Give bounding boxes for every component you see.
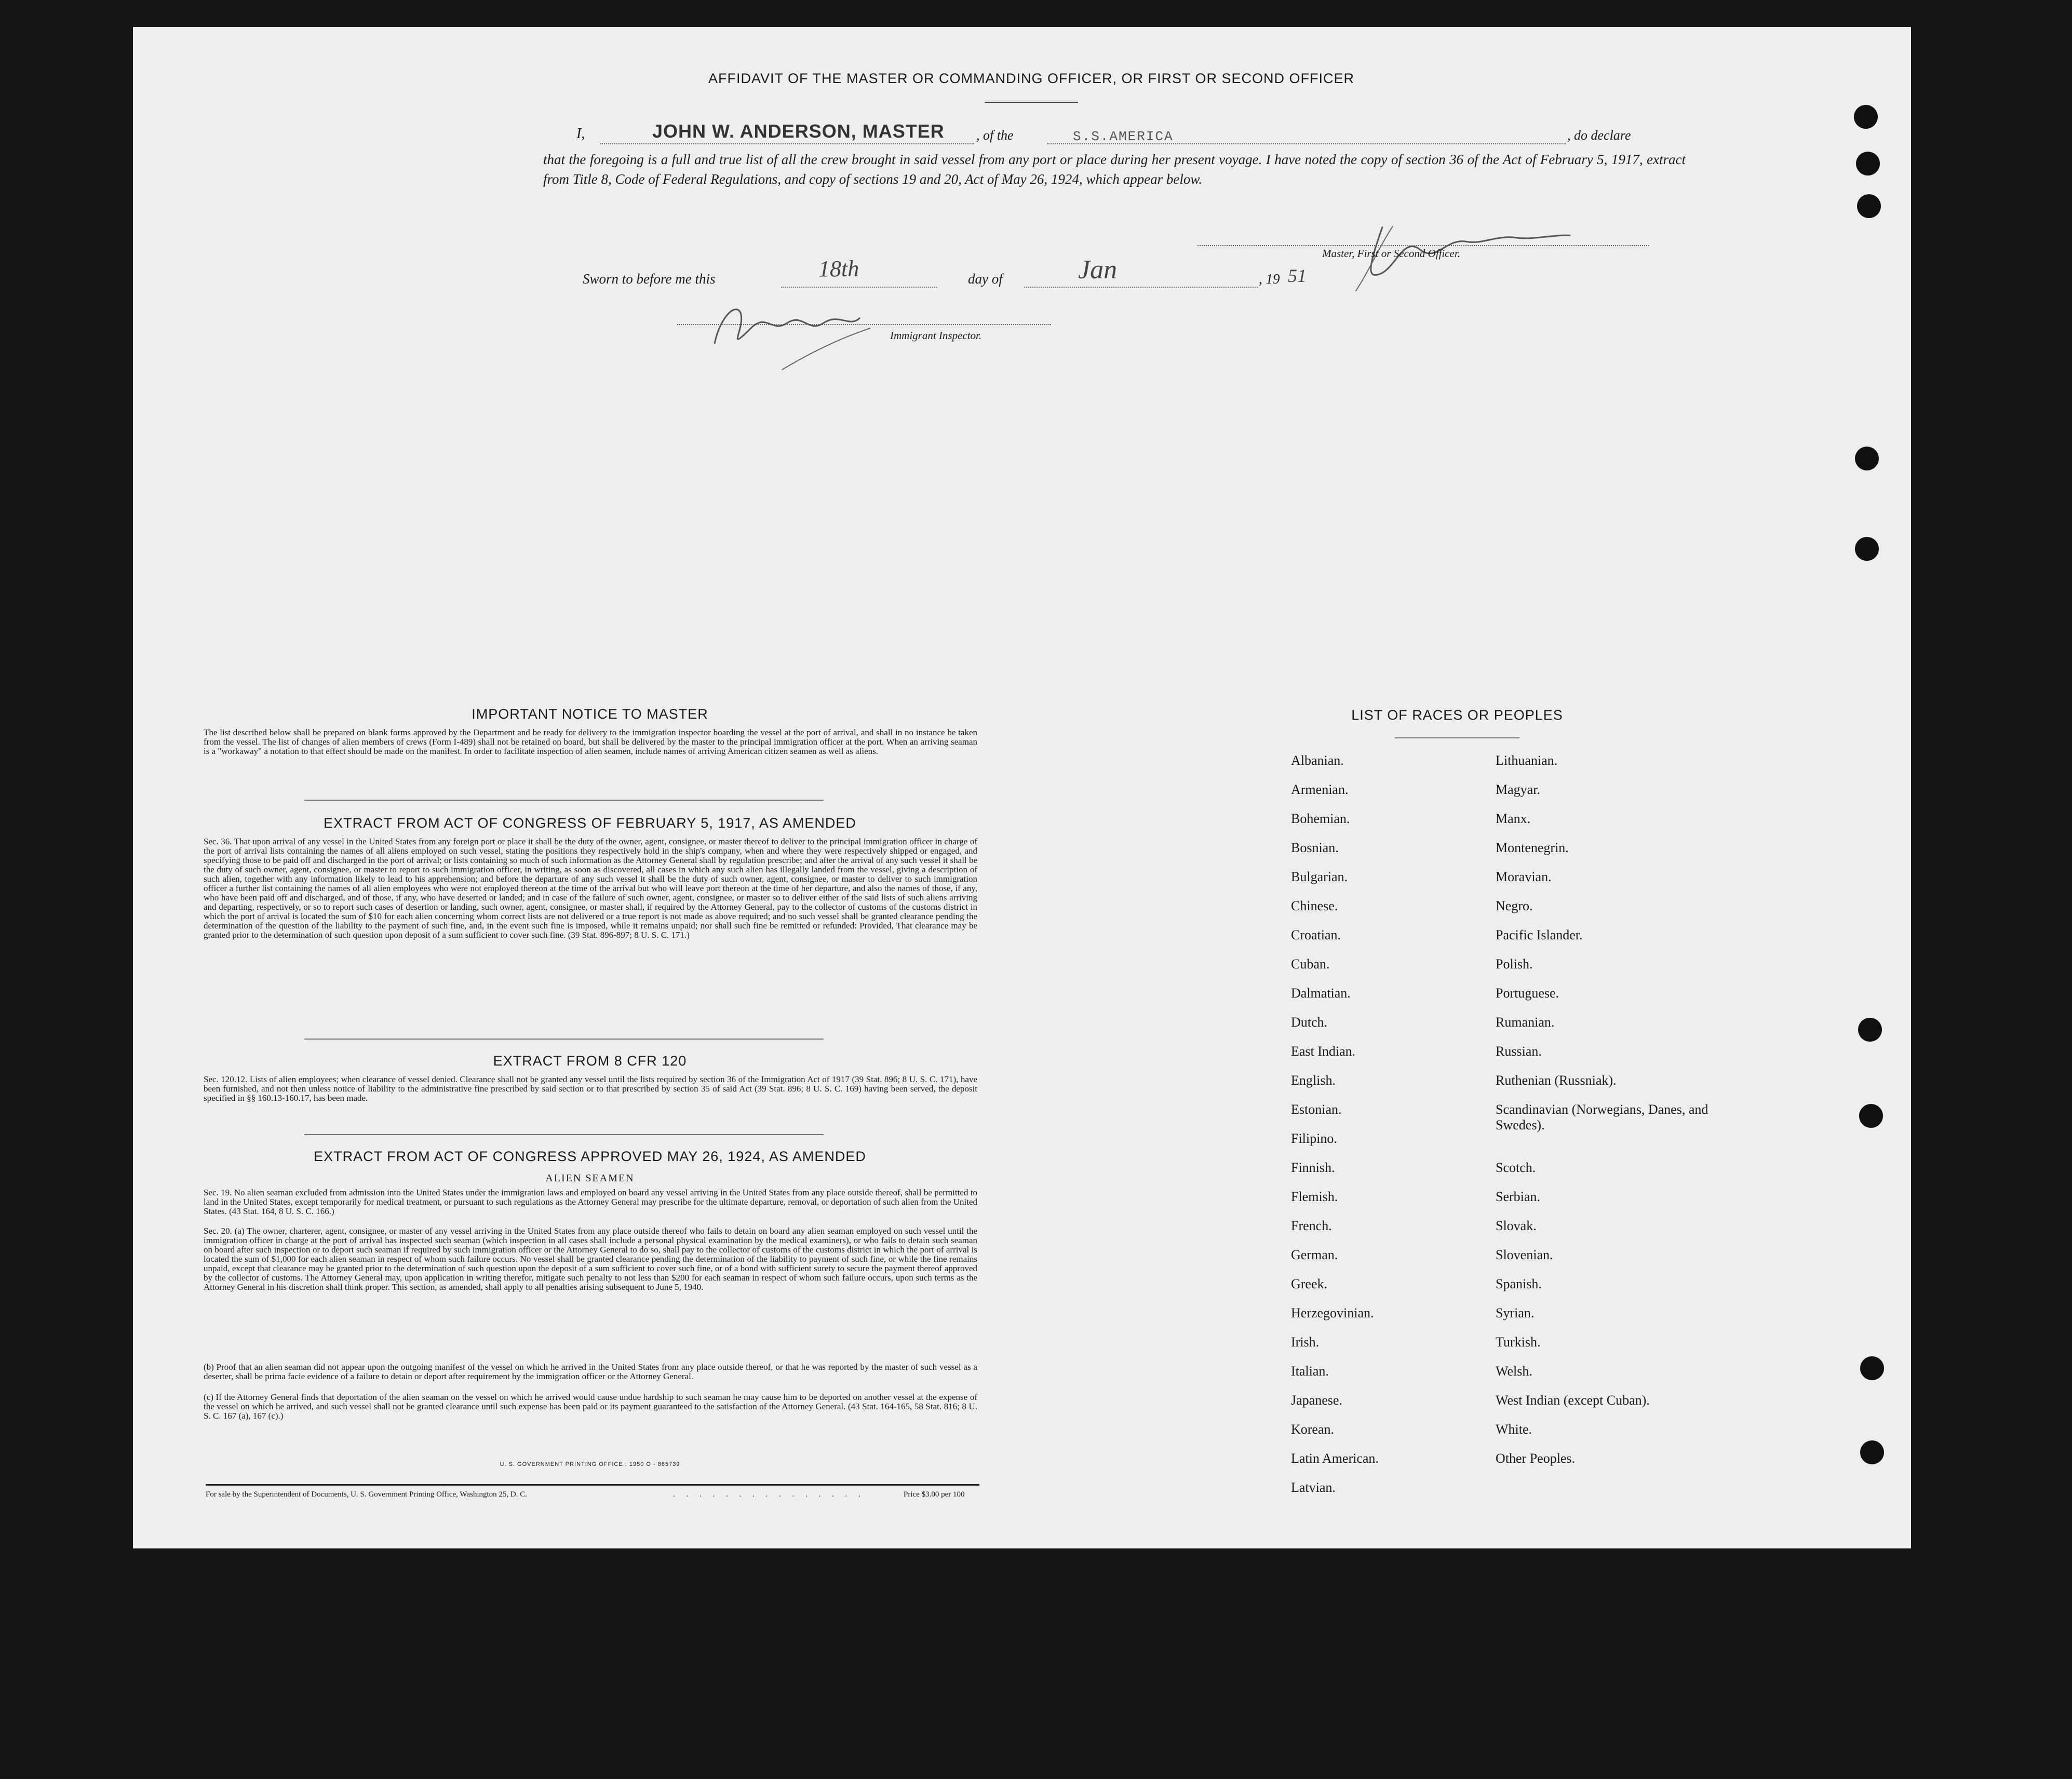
race-item: Turkish.	[1496, 1335, 1541, 1350]
extract-1924-sec20a: Sec. 20. (a) The owner, charterer, agent, consignee, or master of any vessel arriving in the United States from any place outside thereof who fails to detain on board any alien seaman employed on such vessel until the immigration officer in charge at the port of arrival has inspected such seaman (which inspection in all cases shall include a personal physical examination by the medical examiners), or who fails to detain such seaman on board after such inspection or to deport such seaman if required by such immigration officer or the Attorney General to do so, shall pay to the collector of customs of the customs district in which the port of arrival is located the sum of $1,000 for each alien seaman in respect of whom such failure occurs. No vessel shall be granted clearance pending the determination of the liability to payment of such fine, or while the fine remains unpaid, except that clearance may be granted prior to the determination of such question upon the deposit of a sum sufficient to cover such fine, or of a bond with sufficient surety to secure the payment thereof approved by the collector of customs. The Attorney General may, upon application in writing therefor, mitigate such penalty to not less than $200 for each seaman in respect of whom such failure occurs, upon such terms as the Attorney General in his discretion shall think proper. This section, as amended, shall apply to all penalties arising subsequent to June 5, 1940.	[204, 1226, 977, 1292]
race-item: Ruthenian (Russniak).	[1496, 1073, 1617, 1088]
race-item: East Indian.	[1291, 1044, 1356, 1059]
race-item: Korean.	[1291, 1422, 1335, 1437]
race-item: Syrian.	[1496, 1305, 1535, 1320]
declare-label: , do declare	[1567, 128, 1631, 143]
extract-1917-text: Sec. 36. That upon arrival of any vessel in the United States from any foreign port or place it shall be the duty of the owner, agent, consignee, or master thereof to deliver to the principal immigration officer in charge of the port of arrival lists containing the names of all aliens employed on such vessel, stating the positions they respectively hold in the ship's company, when and where they were respectively shipped or engaged, and specifying those to be paid off and discharged in the port of arrival; or lists containing so much of such information as the Attorney General shall by regulation prescribe; and after the arrival of any such vessel it shall be the duty of such owner, agent, consignee, or master to report to such immigration officer, in writing, as soon as discovered, all cases in which any such alien has illegally landed from the vessel, giving a description of such alien, together with any information likely to lead to his apprehension; and before the departure of any such vessel it shall be the duty of such owner, agent, consignee, or master to deliver to such immigration officer a further list containing the names of all alien employees who were not employed thereon at the time of the arrival but who will leave port thereon at the time of her departure, and also the names of those, if any, who have been paid off and discharged, and of those, if any, who have deserted or landed; and in case of the failure of such owner, agent, consignee, or master so to deliver either of the said lists of such aliens arriving and departing, respectively, or so to report such cases of desertion or landing, such owner, agent, consignee, or master shall, if required by the Attorney General, pay to the collector of customs of the customs district in which the port of arrival is located the sum of $10 for each alien concerning whom correct lists are not delivered or a true report is not made as above required; and no such vessel shall be granted clearance pending the determination of the question of the liability to the payment of such fine, and, in the event such fine is imposed, while it remains unpaid; nor shall such fine be remitted or refunded: Provided, That clearance may be granted prior to the determination of such question upon deposit of a sum sufficient to cover such fine. (39 Stat. 896-897; 8 U. S. C. 171.)	[204, 837, 977, 940]
punch-hole-icon	[1855, 537, 1879, 561]
race-item: Serbian.	[1496, 1189, 1540, 1204]
sworn-month: Jan	[1078, 255, 1118, 285]
races-heading: LIST OF RACES OR PEOPLES	[1351, 707, 1563, 723]
affidavit-pronoun: I,	[576, 126, 585, 142]
race-item: Albanian.	[1291, 753, 1344, 768]
race-item: Portuguese.	[1496, 986, 1559, 1001]
races-divider	[1395, 737, 1519, 738]
extract-1917-divider	[304, 1039, 824, 1040]
race-item: Latvian.	[1291, 1480, 1336, 1495]
race-item: Bulgarian.	[1291, 869, 1348, 884]
race-item: Welsh.	[1496, 1364, 1532, 1379]
affidavit-body: that the foregoing is a full and true list of all the crew brought in said vessel from any port or place during her present voyage. I have noted the copy of section 36 of the Act of February 5, 1917, extract from Title 8, Code of Federal Regulations, and copy of sections 19 and 20, Act of May 26, 1924, which appear below.	[543, 152, 1686, 187]
extract-1924-sec19: Sec. 19. No alien seaman excluded from admission into the United States under the immigration laws and employed on board any vessel arriving in the United States from any place outside thereof, shall be permitted to land in the United States, except temporarily for medical treatment, or pursuant to such regulations as the Attorney General may prescribe for the ultimate departure, removal, or deportation of such alien from the United States. (43 Stat. 164, 8 U. S. C. 166.)	[204, 1188, 977, 1216]
sworn-year: 51	[1288, 265, 1307, 286]
extract-1924-sec20b: (b) Proof that an alien seaman did not appear upon the outgoing manifest of the vessel on which he arrived in the United States from any place outside thereof, or that he was reported by the master of such vessel as a deserter, shall be prima facie evidence of a failure to detain or deport after requirement by the immigration officer or the Attorney General.	[204, 1362, 977, 1381]
extract-cfr-heading: EXTRACT FROM 8 CFR 120	[493, 1053, 687, 1069]
race-item: Finnish.	[1291, 1160, 1335, 1175]
punch-hole-icon	[1855, 447, 1879, 470]
race-item: Scandinavian (Norwegians, Danes, and Swedes).	[1496, 1102, 1708, 1133]
race-item: Chinese.	[1291, 898, 1338, 913]
race-item: Moravian.	[1496, 869, 1552, 884]
footer-rule	[206, 1484, 979, 1486]
extract-1924-subheading: ALIEN SEAMEN	[545, 1172, 635, 1184]
race-item: Irish.	[1291, 1335, 1320, 1350]
affidavit-title: AFFIDAVIT OF THE MASTER OR COMMANDING OFFICER, OR FIRST OR SECOND OFFICER	[708, 71, 1355, 86]
master-name: JOHN W. ANDERSON, MASTER	[652, 120, 945, 142]
race-item: Bosnian.	[1291, 840, 1339, 855]
notice-text: The list described below shall be prepared on blank forms approved by the Department and be ready for delivery to the immigration inspector boarding the vessel at the port of arrival, and shall in no instance be taken from the vessel. The list of changes of alien members of crews (Form I-489) shall not be retained on board, but shall be delivered by the master to the principal immigration officer at the port. When an arriving seaman is a "workaway" a notation to that effect should be made on the manifest. In order to facilitate inspection of alien seamen, include names of arriving American citizen seamen as well as aliens.	[204, 727, 977, 756]
master-name-line	[600, 143, 974, 144]
day-of-label: day of	[968, 271, 1003, 287]
race-item: Magyar.	[1496, 782, 1540, 797]
race-item: Montenegrin.	[1496, 840, 1569, 855]
race-item: Bohemian.	[1291, 811, 1350, 826]
race-item: Japanese.	[1291, 1393, 1342, 1408]
race-item: White.	[1496, 1422, 1532, 1437]
inspector-caption: Immigrant Inspector.	[890, 329, 982, 342]
race-item: Armenian.	[1291, 782, 1349, 797]
races-right-column	[1496, 753, 1734, 1480]
race-item: Herzegovinian.	[1291, 1305, 1374, 1320]
printing-office-imprint: U. S. GOVERNMENT PRINTING OFFICE : 1950 O - 865739	[500, 1461, 680, 1467]
race-item: German.	[1291, 1247, 1338, 1262]
master-signature-caption: Master, First or Second Officer.	[1322, 247, 1460, 260]
race-item: Lithuanian.	[1496, 753, 1558, 768]
race-item: Negro.	[1496, 898, 1533, 913]
race-item: Russian.	[1496, 1044, 1542, 1059]
notice-heading: IMPORTANT NOTICE TO MASTER	[472, 706, 708, 722]
race-item: Slovenian.	[1496, 1247, 1553, 1262]
race-item: Estonian.	[1291, 1102, 1342, 1117]
sworn-label: Sworn to before me this	[583, 271, 716, 287]
punch-hole-icon	[1860, 1440, 1884, 1464]
race-item: Flemish.	[1291, 1189, 1338, 1204]
race-item: Dalmatian.	[1291, 986, 1351, 1001]
of-the-label: , of the	[976, 128, 1014, 143]
race-item: Manx.	[1496, 811, 1531, 826]
races-left-column	[1291, 753, 1379, 1509]
race-item: Pacific Islander.	[1496, 927, 1583, 942]
footer-leader: . . . . . . . . . . . . . . .	[673, 1490, 865, 1499]
punch-hole-icon	[1856, 152, 1880, 176]
race-item: Rumanian.	[1496, 1015, 1555, 1030]
punch-hole-icon	[1857, 194, 1881, 218]
title-divider	[985, 102, 1078, 103]
footer-price: Price $3.00 per 100	[904, 1490, 965, 1499]
race-item: West Indian (except Cuban).	[1496, 1393, 1650, 1408]
extract-cfr-divider	[304, 1134, 824, 1135]
race-item: Slovak.	[1496, 1218, 1537, 1233]
inspector-signature	[704, 281, 922, 378]
vessel-name: S.S.AMERICA	[1073, 129, 1174, 144]
document-page	[133, 27, 1911, 1548]
extract-1917-heading: EXTRACT FROM ACT OF CONGRESS OF FEBRUARY 5, 1917, AS AMENDED	[324, 815, 856, 831]
race-item: Filipino.	[1291, 1131, 1337, 1146]
extract-1924-sec20c: (c) If the Attorney General finds that deportation of the alien seaman on the vessel on which he arrived would cause undue hardship to such seaman he may cause him to be deported on another vessel at the expense of the vessel on which he arrived, and such vessel shall not be granted clearance until such expense has been paid or its payment guaranteed to the satisfaction of the Attorney General. (43 Stat. 164-165, 58 Stat. 816; 8 U. S. C. 167 (a), 167 (c).)	[204, 1392, 977, 1421]
punch-hole-icon	[1858, 1018, 1882, 1042]
notice-divider	[304, 800, 824, 801]
race-item: Dutch.	[1291, 1015, 1328, 1030]
race-item: Croatian.	[1291, 927, 1341, 942]
sworn-day: 18th	[818, 256, 859, 281]
punch-hole-icon	[1854, 105, 1878, 129]
punch-hole-icon	[1859, 1104, 1883, 1128]
race-item: Polish.	[1496, 956, 1533, 972]
inspector-signature-scrawl	[704, 281, 922, 375]
footer-sale-text: For sale by the Superintendent of Documents, U. S. Government Printing Office, Washington 25, D. C.	[206, 1490, 527, 1499]
sworn-month-line	[1024, 287, 1258, 288]
race-item: Latin American.	[1291, 1451, 1379, 1466]
race-item: Other Peoples.	[1496, 1451, 1576, 1466]
race-item: Cuban.	[1291, 956, 1330, 972]
punch-hole-icon	[1860, 1356, 1884, 1380]
race-item: French.	[1291, 1218, 1332, 1233]
race-item: English.	[1291, 1073, 1336, 1088]
year-prefix: , 19	[1259, 271, 1280, 287]
race-item: Greek.	[1291, 1276, 1328, 1291]
extract-1924-heading: EXTRACT FROM ACT OF CONGRESS APPROVED MAY 26, 1924, AS AMENDED	[314, 1149, 866, 1164]
race-item: Italian.	[1291, 1364, 1329, 1379]
extract-cfr-text: Sec. 120.12. Lists of alien employees; when clearance of vessel denied. Clearance shall not be granted any vessel until the lists required by section 36 of the Immigration Act of 1917 (39 Stat. 896; 8 U. S. C. 171), have been furnished, and not then unless notice of liability to the administrative fine prescribed by said section or to that prescribed by section 35 of said Act (39 Stat. 896; 8 U. S. C. 169) having been served, the deposit specified in §§ 160.13-160.17, has been made.	[204, 1074, 977, 1103]
race-item: Spanish.	[1496, 1276, 1542, 1291]
race-item: Scotch.	[1496, 1160, 1536, 1175]
